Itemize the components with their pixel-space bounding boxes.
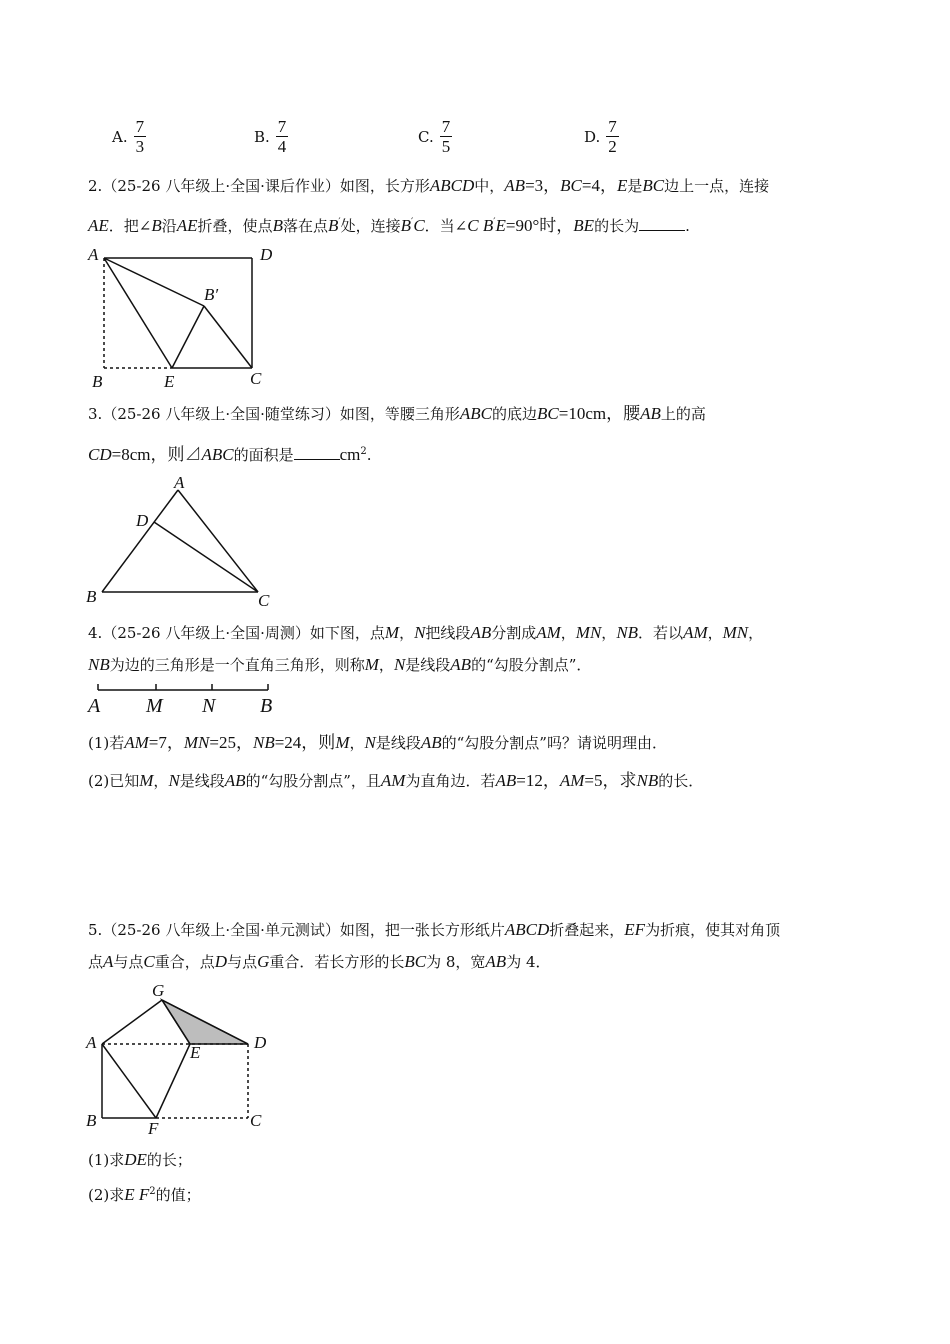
label-e: E — [164, 372, 175, 391]
label-d: D — [254, 1033, 267, 1052]
edge-ef — [156, 1044, 190, 1118]
q3-line-1: 3.（25-26 八年级上·全国·随堂练习）如图，等腰三角形ABC的底边BC=10cm，腰AB上的高 — [88, 404, 706, 423]
label-a: A — [86, 1033, 97, 1052]
q4-part-1: (1)若AM=7，MN=25，NB=24，则M，N是线段AB的“勾股分割点”吗？请说明理由． — [88, 733, 667, 752]
q4-line-2: NB为边的三角形是一个直角三角形，则称M，N是线段AB的“勾股分割点”． — [88, 655, 592, 674]
label-d: D — [260, 245, 273, 264]
label-b: B — [92, 372, 103, 391]
edge-af — [102, 1044, 156, 1118]
label-b: B — [260, 695, 273, 717]
label-a: A — [174, 473, 185, 492]
fraction: $\frac{7}{4}$ — [277, 117, 287, 156]
answer-blank[interactable] — [639, 216, 685, 231]
edge-b1c — [204, 306, 252, 368]
label-b: B — [86, 1111, 97, 1130]
label-a: A — [88, 695, 101, 717]
q2-line-2: AE．把∠B沿AE折叠，使点B落在点B′处，连接B′C．当∠C B′E=90°时，BE的长为 . — [88, 216, 690, 235]
option-label: D. — [584, 127, 601, 146]
option-a[interactable] — [112, 117, 146, 156]
label-b: B — [86, 587, 97, 606]
label-b-prime: B′ — [204, 285, 219, 304]
fraction: $\frac{7}{5}$ — [441, 117, 451, 156]
label-g: G — [152, 981, 165, 1000]
label-d: D — [136, 511, 149, 530]
q4-line-1: 4.（25-26 八年级上·全国·周测）如下图，点M，N把线段AB分割成AM，MN，NB．若以AM，MN， — [88, 623, 764, 642]
q4-part-2: (2)已知M，N是线段AB的“勾股分割点”，且AM为直角边．若AB=12，AM=5，求NB的长． — [88, 771, 704, 790]
q3-line-2: CD=8cm，则⊿ABC的面积是 $cm^2$. — [88, 445, 372, 464]
label-n: N — [202, 695, 216, 717]
q5-line-2: 点A与点C重合，点D与点G重合．若长方形的长BC为 8，宽AB为 4． — [88, 952, 551, 971]
option-b[interactable] — [254, 117, 288, 156]
option-c[interactable] — [418, 117, 452, 156]
label-c: C — [258, 591, 270, 610]
q5-part-1: (1)求DE的长； — [88, 1150, 192, 1169]
q4-segment-figure — [84, 680, 294, 720]
q5-figure — [82, 978, 282, 1138]
option-label: C. — [418, 127, 434, 146]
label-c: C — [250, 1111, 262, 1130]
q5-line-1: 5.（25-26 八年级上·全国·单元测试）如图，把一张长方形纸片ABCD折叠起来，EF为折痕，使其对角顶 — [88, 920, 781, 939]
fraction: $\frac{7}{3}$ — [135, 117, 145, 156]
label-f: F — [148, 1119, 159, 1138]
label-m: M — [146, 695, 163, 717]
edge-ag — [102, 1000, 162, 1044]
option-d[interactable] — [584, 117, 619, 156]
edge-cd — [154, 522, 258, 592]
option-label: A. — [112, 127, 128, 146]
edge-ab — [102, 490, 178, 592]
edge-ac — [178, 490, 258, 592]
q2-line-1: 2.（25-26 八年级上·全国·课后作业）如图，长方形ABCD中，AB=3，BC=4，E是BC边上一点，连接 — [88, 176, 770, 195]
label-a: A — [88, 245, 99, 264]
answer-blank[interactable] — [294, 445, 340, 460]
option-label: B. — [254, 127, 270, 146]
q5-part-2: (2)求E $F^2$的值； — [88, 1185, 201, 1204]
fraction: $\frac{7}{2}$ — [608, 117, 617, 156]
label-e: E — [190, 1043, 201, 1062]
q2-figure — [84, 242, 284, 392]
label-c: C — [250, 369, 262, 388]
edge-b1e — [172, 306, 204, 368]
q3-figure — [82, 472, 282, 612]
